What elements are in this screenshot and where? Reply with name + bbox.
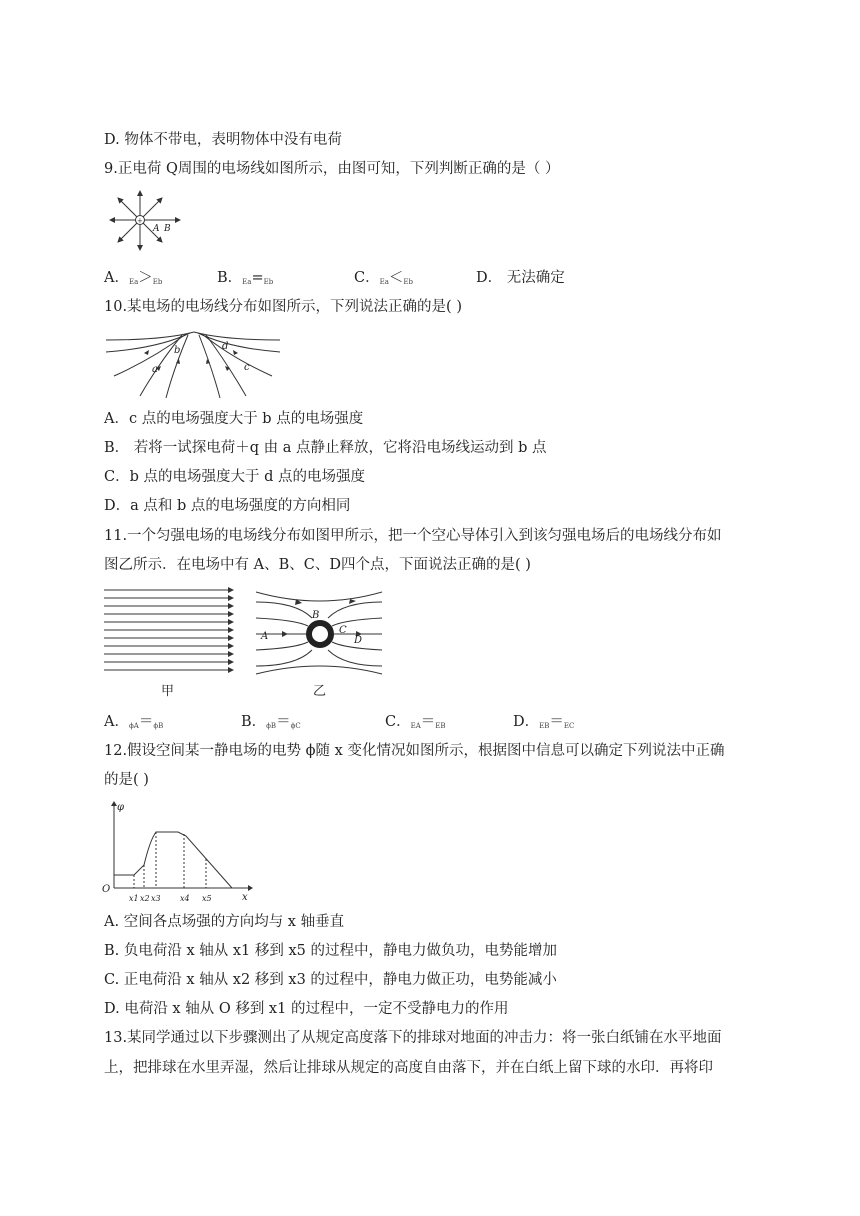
q9-field-figure (104, 188, 184, 260)
q12-origin-label: O (102, 884, 111, 895)
q11-fig-jia-caption: 甲 (161, 684, 175, 699)
q12-tick-x2: x2 (140, 894, 150, 903)
q12-option-d: D. 电荷沿 x 轴从 O 移到 x1 的过程中，一定不受静电力的作用 (104, 1001, 509, 1017)
q12-x-axis-label: x (242, 892, 248, 903)
q11-stem-line1: 11.一个匀强电场的电场线分布如图甲所示，把一个空心导体引入到该匀强电场后的电场线分布如 (104, 528, 722, 544)
q13-line1: 13.某同学通过以下步骤测出了从规定高度落下的排球对地面的冲击力：将一张白纸铺在水平地面 (104, 1030, 722, 1046)
q9-point-b-label: B (164, 224, 171, 234)
q11-option-d: D．$_{EB}=_{EC}$ (513, 714, 575, 730)
q12-tick-x4: x4 (180, 894, 190, 903)
q10-option-a: A．c 点的电场强度大于 b 点的电场强度 (104, 411, 364, 427)
q11-point-b-label: B (312, 610, 320, 621)
q12-option-b: B. 负电荷沿 x 轴从 x1 移到 x5 的过程中，静电力做负功，电势能增加 (104, 943, 558, 959)
q10-point-d-label: d (222, 341, 229, 352)
q10-stem: 10.某电场的电场线分布如图所示，下列说法正确的是( ) (104, 299, 462, 315)
q12-y-axis-label: φ (117, 802, 125, 813)
q10-option-d: D．a 点和 b 点的电场强度的方向相同 (104, 498, 351, 514)
q9-option-c: C．$_{Ea}<_{Eb}$ (354, 270, 413, 286)
q12-tick-x5: x5 (202, 894, 212, 903)
svg-text:+: + (137, 217, 143, 225)
q8-option-d: D. 物体不带电，表明物体中没有电荷 (104, 132, 342, 148)
q10-option-c: C．b 点的电场强度大于 d 点的电场强度 (104, 469, 365, 485)
q12-tick-x3: x3 (151, 894, 161, 903)
q10-point-a-label: a (152, 364, 158, 375)
q9-option-a: A．$_{Ea}>_{Eb}$ (104, 270, 163, 286)
q11-option-b: B．$_{\phi B}=_{\phi C}$ (241, 714, 301, 730)
q10-point-c-label: c (244, 362, 250, 373)
q11-conductor-field-figure (256, 588, 384, 674)
q9-option-d: D． 无法确定 (476, 270, 565, 286)
q13-line2: 上，把排球在水里弄湿，然后让排球从规定的高度自由落下，并在白纸上留下球的水印．再将印 (104, 1060, 713, 1076)
q11-fig-yi-caption: 乙 (313, 684, 327, 699)
q11-stem-line2: 图乙所示．在电场中有 A、B、C、D四个点，下面说法正确的是( ) (104, 557, 531, 573)
q11-point-a-label: A (261, 631, 269, 642)
q11-point-d-label: D (354, 635, 363, 646)
q12-stem-line1: 12.假设空间某一静电场的电势 ϕ随 x 变化情况如图所示，根据图中信息可以确定下列说法中正确 (104, 743, 725, 759)
q9-stem: 9.正电荷 Q周围的电场线如图所示，由图可知，下列判断正确的是（ ） (104, 161, 560, 177)
q9-option-b: B．$_{Ea}=_{Eb}$ (217, 270, 274, 286)
q12-potential-graph (100, 800, 255, 906)
q12-tick-x1: x1 (129, 894, 139, 903)
q11-option-c: C．$_{EA}=_{EB}$ (385, 714, 446, 730)
q11-option-a: A．$_{\phi A}=_{\phi B}$ (104, 714, 164, 730)
q11-uniform-field-figure (104, 588, 236, 674)
q10-point-b-label: b (174, 345, 181, 356)
q12-option-c: C. 正电荷沿 x 轴从 x2 移到 x3 的过程中，静电力做正功，电势能减小 (104, 972, 557, 988)
q10-field-figure (104, 328, 282, 398)
q11-point-c-label: C (339, 625, 347, 636)
q12-option-a: A. 空间各点场强的方向均与 x 轴垂直 (104, 914, 345, 930)
q12-stem-line2: 的是( ) (104, 772, 149, 788)
q9-point-a-label: A (153, 224, 160, 234)
q10-option-b: B． 若将一试探电荷＋q 由 a 点静止释放，它将沿电场线运动到 b 点 (104, 440, 547, 456)
